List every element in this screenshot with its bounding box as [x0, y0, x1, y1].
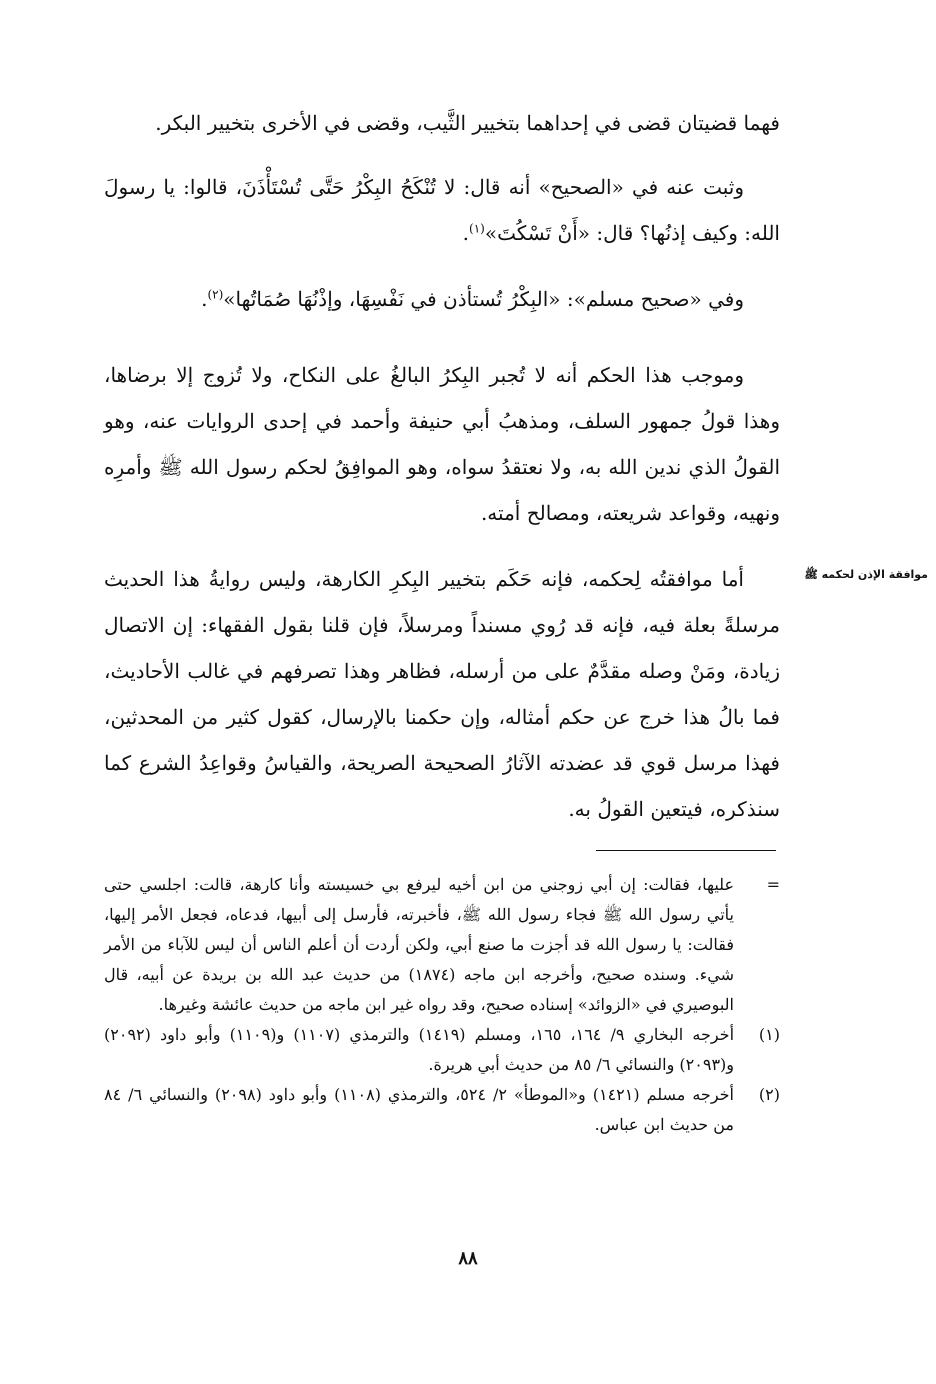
paragraph-2-end: .	[462, 221, 470, 245]
paragraph-5-text: أما موافقتُه لِحكمه، فإنه حَكَم بتخيير البِكرِ الكارهة، وليس روايةُ هذا الحديث مرسلةً بعلة فيه، فإنه قد رُوي مسنداً ومرسلاً، فإن قلنا بقول الفقهاء: إن الاتصال زيادة، ومَنْ وصله مقدَّمٌ على من أرسله، فظاهر وهذا تصرفهم في غالب الأحاديث، فما بالُ هذا خرج عن حكم أمثاله، وإن حكمنا بالإرسال، كقول كثير من المحدثين، فهذا مرسل قوي قد عضدته الآثارُ الصحيحة الصريحة، والقياسُ وقواعِدُ الشرع كما سنذكره، فيتعين القولُ به.	[104, 567, 780, 821]
footnote-ref-1[interactable]: (١)	[469, 221, 485, 236]
footnote-text: أخرجه البخاري ٩/ ١٦٤، ١٦٥، ومسلم (١٤١٩) والترمذي (١١٠٧) و(١١٠٩) وأبو داود (٢٠٩٢) و(٢٠٩٣) والنسائي ٦/ ٨٥ من حديث أبي هريرة.	[104, 1025, 735, 1074]
footnote-text: أخرجه مسلم (١٤٢١) و«الموطأ» ٢/ ٥٢٤، والترمذي (١١٠٨) وأبو داود (٢٠٩٨) والنسائي ٦/ ٨٤ من حديث ابن عباس.	[104, 1085, 734, 1134]
footnote-1	[104, 1020, 780, 1080]
footnote-text: عليها، فقالت: إن أبي زوجني من ابن أخيه ليرفع بي خسيسته وأنا كارهة، قالت: اجلسي حتى يأتي رسول الله ﷺ فجاء رسول الله ﷺ، فأخبرته، فأرسل إلى أبيها، فدعاه، فجعل الأمر إليها، فقالت: يا رسول الله قد أجزت ما صنع أبي، ولكن أردت أن أعلم الناس أن ليس للآباء من الأمر شيء. وسنده صحيح، وأخرجه ابن ماجه (١٨٧٤) من حديث عبد الله بن بريدة عن أبيه، قال البوصيري في «الزوائد» إسناده صحيح، وقد رواه غير ابن ماجه من حديث عائشة وغيرها.	[104, 875, 735, 1014]
paragraph-3-end: .	[201, 287, 208, 311]
paragraph-1	[104, 100, 780, 146]
footnotes	[104, 870, 780, 1140]
footnote-divider	[596, 850, 776, 851]
footnote-continuation	[104, 870, 780, 1020]
footnote-2	[104, 1080, 780, 1140]
footnote-mark: (٢)	[758, 1085, 780, 1104]
paragraph-3	[104, 276, 780, 322]
paragraph-1-text: فهما قضيتان قضى في إحداهما بتخيير الثَّيب، وقضى في الأخرى بتخيير البكر.	[155, 111, 780, 135]
paragraph-3-text	[104, 276, 780, 322]
footnote-ref-2[interactable]: (٢)	[207, 287, 224, 302]
paragraph-5	[104, 556, 780, 832]
margin-note: موافقة الإذن لحكمه ﷺ	[804, 568, 928, 581]
footnote-mark: =	[766, 875, 780, 894]
paragraph-4	[104, 352, 780, 536]
paragraph-4-text: وموجب هذا الحكم أنه لا تُجبر البِكرُ البالغُ على النكاح، ولا تُزوج إلا برضاها، وهذا قولُ جمهور السلف، ومذهبُ أبي حنيفة وأحمد في إحدى الروايات عنه، وهو القولُ الذي ندين الله به، ولا نعتقدُ سواه، وهو الموافِقُ لحكم رسول الله ﷺ وأمرِه ونهيه، وقواعد شريعته، ومصالح أمته.	[104, 363, 780, 525]
paragraph-2	[104, 164, 780, 256]
page-number: ٨٨	[458, 1248, 478, 1269]
paragraph-3-body: وفي «صحيح مسلم»: «البِكْرُ تُستأذن في نَفْسِهَا، وإذْنُهَا صُمَاتُها»	[223, 287, 744, 311]
footnote-mark: (١)	[758, 1025, 780, 1044]
paragraph-2-text	[104, 164, 780, 256]
paragraph-2-body: وثبت عنه في «الصحيح» أنه قال: لا تُنْكَحُ البِكْرُ حَتَّى تُسْتَأْذَنَ، قالوا: يا رسولَ الله: وكيف إذنُها؟ قال: «أَنْ تَسْكُتَ»	[104, 175, 780, 245]
